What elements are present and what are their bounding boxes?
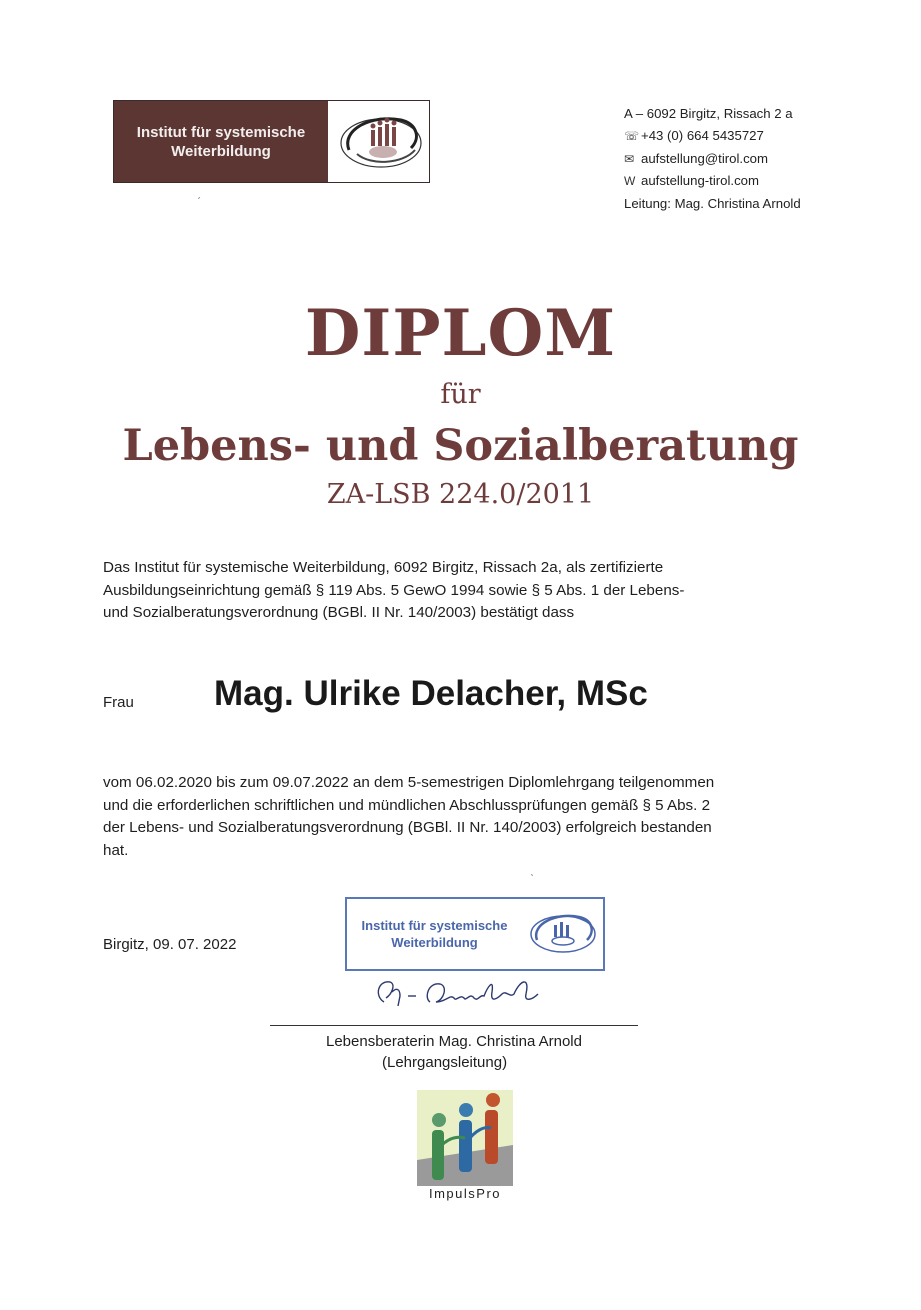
intro-line: und Sozialberatungsverordnung (BGBl. II Nr. 140/2003) bestätigt dass — [103, 604, 575, 621]
institute-logo — [113, 100, 430, 183]
contact-leitung: Leitung: Mag. Christina Arnold — [624, 195, 801, 211]
contact-email-row — [624, 148, 801, 170]
recipient-name: Mag. Ulrike Delacher, MSc — [214, 674, 648, 713]
signature-line — [270, 1025, 638, 1026]
diploma-title: DIPLOM — [304, 296, 617, 371]
completion-line: hat. — [103, 841, 129, 859]
intro-line: Das Institut für systemische Weiterbildung, 6092 Birgitz, Rissach 2a, als zertifizierte — [103, 559, 664, 576]
completion-line: der Lebens- und Sozialberatungsverordnung (BGBl. II Nr. 140/2003) erfolgreich bestanden — [103, 819, 712, 836]
stamp-line1: Institut für systemische — [361, 918, 508, 933]
intro-line: Ausbildungseinrichtung gemäß § 119 Abs. 5 GewO 1994 sowie § 5 Abs. 1 der Lebens- — [103, 581, 685, 599]
stamp-text — [347, 917, 522, 951]
institute-logo-text — [114, 101, 328, 182]
contact-web-row — [624, 170, 801, 192]
intro-paragraph — [103, 557, 803, 625]
web-prefix: W — [624, 174, 636, 189]
stamp-emblem-icon — [522, 910, 603, 958]
institute-emblem-icon — [328, 101, 429, 182]
impulspro-logo — [417, 1090, 513, 1186]
diploma-subject: Lebens- und Sozialberatung — [122, 421, 799, 471]
signer-name: Lebensberaterin Mag. Christina Arnold — [326, 1033, 582, 1050]
completion-paragraph — [103, 772, 803, 862]
stamp-line2: Weiterbildung — [391, 935, 478, 950]
envelope-icon: ✉ — [624, 151, 635, 166]
contact-address: A – 6092 Birgitz, Rissach 2 a — [624, 106, 793, 121]
completion-line: vom 06.02.2020 bis zum 09.07.2022 an dem 5-semestrigen Diplomlehrgang teilgenommen — [103, 774, 715, 791]
signer-role: (Lehrgangsleitung) — [382, 1054, 508, 1071]
impulspro-label: ImpulsPro — [428, 1186, 502, 1201]
institute-logo-line1: Institut für systemische — [136, 123, 306, 141]
scan-mark: ˋ — [530, 872, 534, 886]
contact-email: aufstellung@tirol.com — [641, 150, 769, 166]
contact-phone: +43 (0) 664 5435727 — [641, 128, 764, 144]
telephone-icon: ☏ — [624, 129, 640, 144]
contact-block — [624, 103, 801, 215]
handwritten-signature — [370, 972, 560, 1021]
diploma-code: ZA-LSB 224.0/2011 — [326, 479, 595, 510]
place-date: Birgitz, 09. 07. 2022 — [103, 936, 237, 953]
institute-logo-line2: Weiterbildung — [171, 142, 271, 160]
title-fuer: für — [440, 379, 481, 410]
recipient-salutation: Frau — [103, 694, 134, 711]
institute-stamp — [345, 897, 605, 971]
completion-line: und die erforderlichen schriftlichen und mündlichen Abschlussprüfungen gemäß § 5 Abs. 2 — [103, 796, 711, 814]
scan-mark: ˊ — [197, 195, 201, 209]
contact-web: aufstellung-tirol.com — [641, 173, 760, 189]
contact-phone-row — [624, 125, 801, 147]
